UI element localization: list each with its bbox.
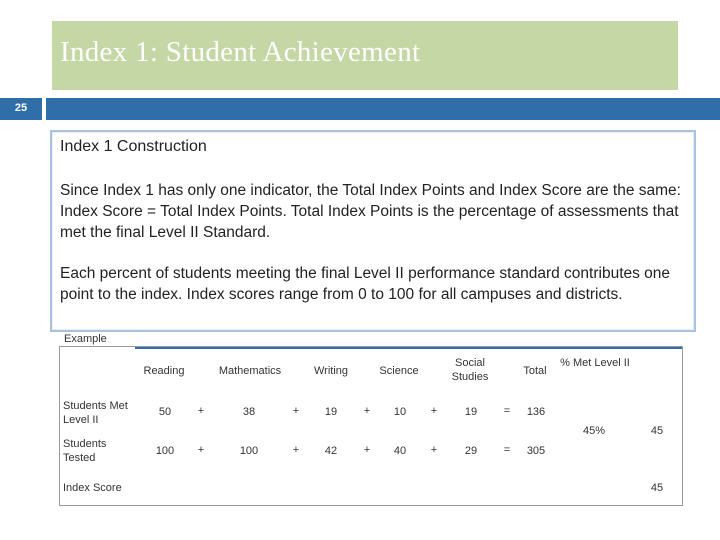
slide-number: 25: [14, 102, 28, 114]
met-social-studies: 19: [464, 406, 478, 418]
met-plus-3: +: [363, 405, 371, 417]
met-reading: 50: [158, 406, 172, 418]
tested-mathematics: 100: [239, 445, 259, 457]
example-table: [59, 346, 683, 506]
met-equals: =: [503, 405, 511, 417]
met-writing: 19: [324, 406, 338, 418]
title-banner: [52, 21, 678, 90]
index-score-value: 45: [650, 482, 664, 494]
construction-paragraph-2: Each percent of students meeting the final Level II performance standard contributes one point to the index. Index scores range from 0 to 100 for all campuses and districts.: [60, 265, 671, 303]
tested-plus-4: +: [430, 444, 438, 456]
tested-reading: 100: [155, 445, 175, 457]
header-social-studies: Social Studies: [451, 357, 489, 383]
met-science: 10: [393, 406, 407, 418]
example-label: Example: [64, 333, 107, 345]
met-total: 136: [526, 406, 546, 418]
met-plus-1: +: [197, 405, 205, 417]
met-mathematics: 38: [242, 406, 256, 418]
row-label-tested: Students Tested: [63, 438, 107, 464]
index-score-label: Index Score: [63, 482, 122, 494]
construction-textbox: [50, 130, 696, 332]
table-header-rule: [135, 347, 682, 349]
tested-plus-3: +: [363, 444, 371, 456]
construction-heading: Index 1 Construction: [60, 138, 207, 155]
slide-title: Index 1: Student Achievement: [60, 36, 421, 68]
tested-plus-1: +: [197, 444, 205, 456]
met-plus-2: +: [292, 405, 300, 417]
header-reading: Reading: [143, 365, 185, 377]
tested-social-studies: 29: [464, 445, 478, 457]
construction-paragraph-1: Since Index 1 has only one indicator, the Total Index Points and Index Score are the same: Index Score = Total Index Points. Total Index Points is the percentage of assessments that met the final Level II Standard.: [60, 182, 681, 241]
header-writing: Writing: [313, 365, 349, 377]
met-plus-4: +: [430, 405, 438, 417]
index-points-value: 45: [650, 425, 664, 437]
header-total: Total: [523, 365, 547, 377]
slide-number-box: [0, 98, 42, 120]
row-label-met: Students Met Level II: [63, 400, 128, 426]
header-science: Science: [379, 365, 419, 377]
tested-plus-2: +: [292, 444, 300, 456]
tested-writing: 42: [324, 445, 338, 457]
tested-total: 305: [526, 445, 546, 457]
tested-science: 40: [393, 445, 407, 457]
header-bar: [46, 98, 720, 120]
tested-equals: =: [503, 444, 511, 456]
pct-met-value: 45%: [582, 425, 606, 437]
header-mathematics: Mathematics: [218, 365, 282, 377]
header-pct-met: % Met Level II: [560, 357, 630, 369]
